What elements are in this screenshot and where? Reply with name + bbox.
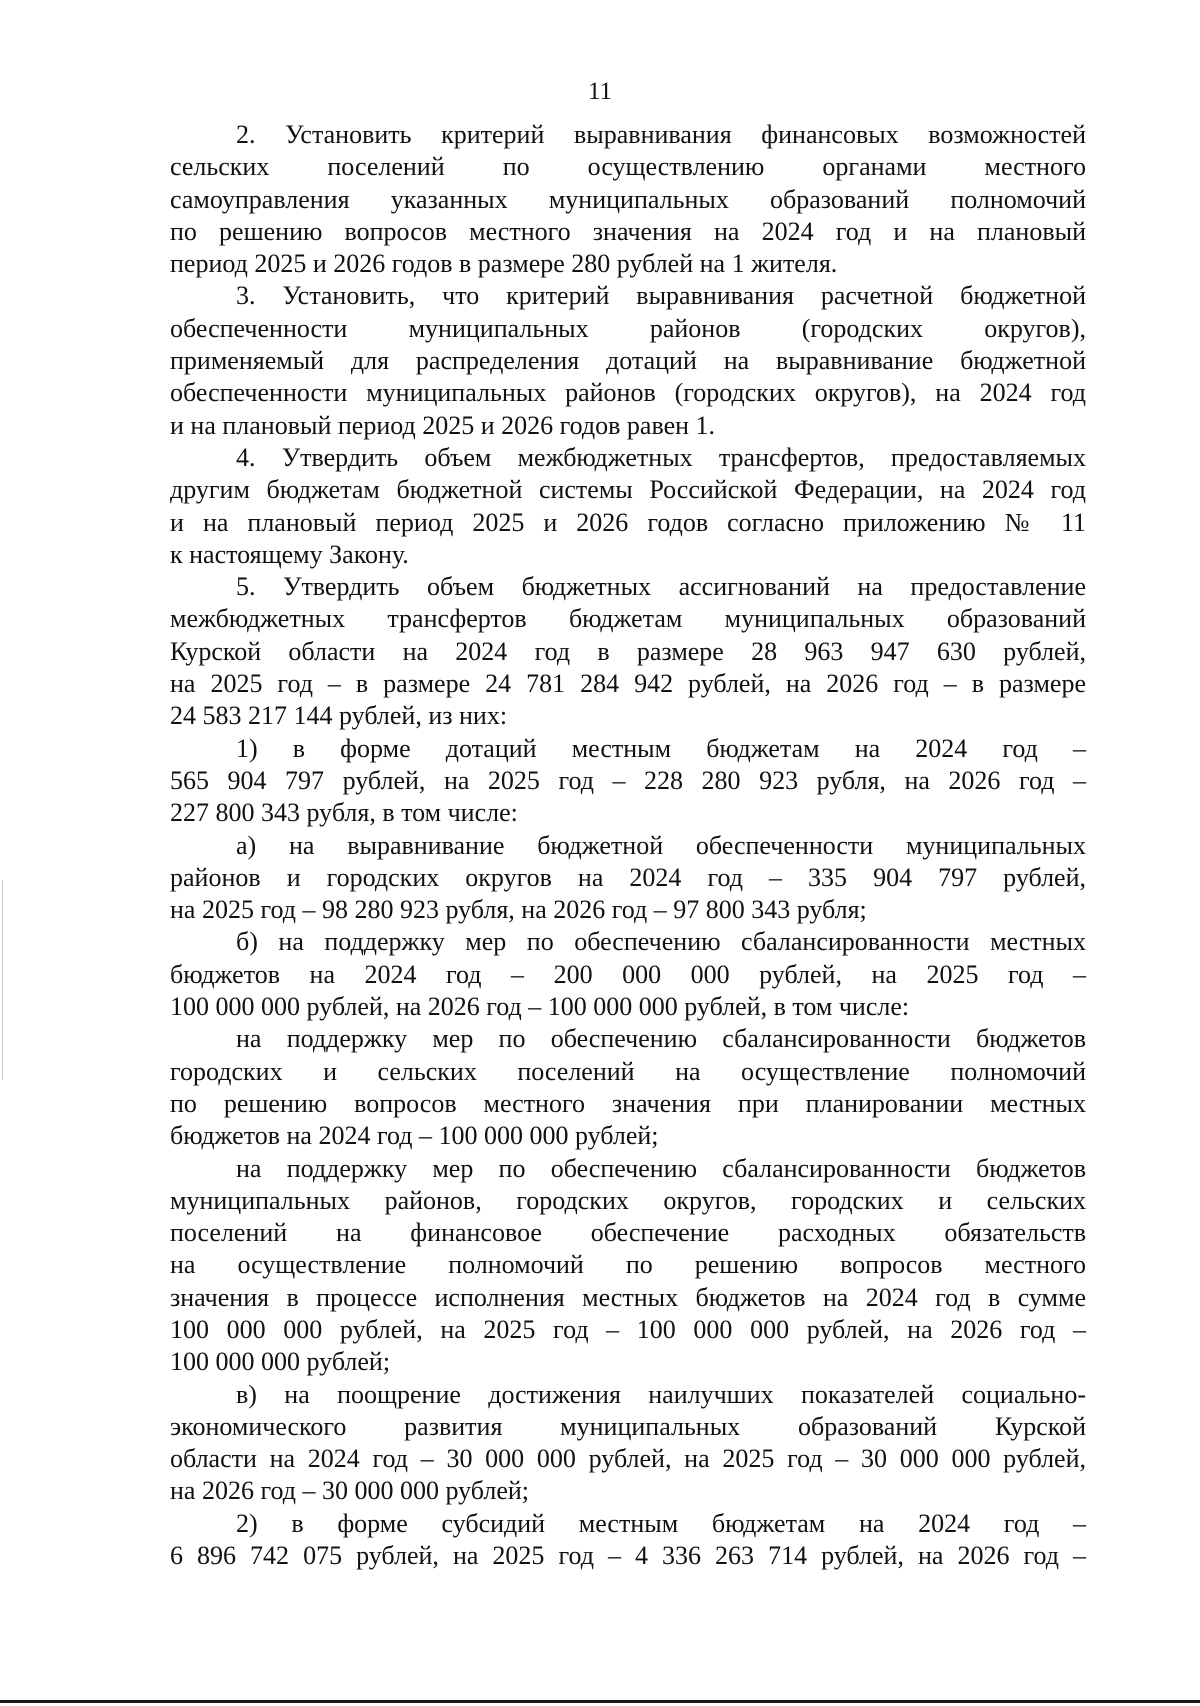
text-line: 1) в форме дотаций местным бюджетам на 2024 год –	[236, 733, 1086, 763]
document-body	[170, 119, 1086, 1572]
text-line: 4. Утвердить объем межбюджетных трансфертов, предоставляемых	[236, 442, 1086, 472]
text-line: районов и городских округов на 2024 год – 335 904 797 рублей,	[170, 862, 1086, 892]
text-line: в) на поощрение достижения наилучших показателей социально-	[236, 1379, 1086, 1409]
text-line: самоуправления указанных муниципальных образований полномочий	[170, 184, 1086, 214]
text-line: 100 000 000 рублей, на 2025 год – 100 000 000 рублей, на 2026 год –	[170, 1314, 1086, 1344]
text-line: 6 896 742 075 рублей, на 2025 год – 4 336 263 714 рублей, на 2026 год –	[170, 1541, 1086, 1571]
text-line: и на плановый период 2025 и 2026 годов согласно приложению № 11	[170, 507, 1086, 537]
text-line: обеспеченности муниципальных районов (городских округов), на 2024 год	[170, 378, 1086, 408]
scan-edge-line	[2, 880, 3, 1080]
text-line: 100 000 000 рублей;	[170, 1347, 391, 1377]
text-line: б) на поддержку мер по обеспечению сбалансированности местных	[236, 927, 1086, 957]
text-line: период 2025 и 2026 годов в размере 280 рублей на 1 жителя.	[170, 249, 838, 279]
text-line: по решению вопросов местного значения при планировании местных	[170, 1088, 1086, 1118]
page-number: 11	[587, 78, 613, 105]
text-line: на 2025 год – 98 280 923 рубля, на 2026 год – 97 800 343 рубля;	[170, 895, 867, 925]
text-line: бюджетов на 2024 год – 200 000 000 рублей, на 2025 год –	[170, 959, 1086, 989]
text-line: на 2026 год – 30 000 000 рублей;	[170, 1476, 529, 1506]
text-line: другим бюджетам бюджетной системы Российской Федерации, на 2024 год	[170, 475, 1086, 505]
text-line: а) на выравнивание бюджетной обеспеченности муниципальных	[236, 830, 1086, 860]
text-line: 565 904 797 рублей, на 2025 год – 228 280 923 рубля, на 2026 год –	[170, 765, 1086, 795]
text-line: на поддержку мер по обеспечению сбалансированности бюджетов	[236, 1153, 1086, 1183]
text-line: области на 2024 год – 30 000 000 рублей, на 2025 год – 30 000 000 рублей,	[170, 1444, 1086, 1474]
text-line: значения в процессе исполнения местных бюджетов на 2024 год в сумме	[170, 1282, 1086, 1312]
text-line: 100 000 000 рублей, на 2026 год – 100 000 000 рублей, в том числе:	[170, 992, 910, 1022]
text-line: Курской области на 2024 год в размере 28 963 947 630 рублей,	[170, 636, 1086, 666]
text-line: 2) в форме субсидий местным бюджетам на 2024 год –	[236, 1508, 1086, 1538]
text-line: сельских поселений по осуществлению органами местного	[170, 152, 1086, 182]
text-line: межбюджетных трансфертов бюджетам муниципальных образований	[170, 604, 1086, 634]
text-line: на осуществление полномочий по решению вопросов местного	[170, 1250, 1086, 1280]
text-line: обеспеченности муниципальных районов (городских округов),	[170, 313, 1086, 343]
text-line: применяемый для распределения дотаций на выравнивание бюджетной	[170, 346, 1086, 376]
text-line: муниципальных районов, городских округов, городских и сельских	[170, 1185, 1086, 1215]
text-line: к настоящему Закону.	[170, 539, 409, 569]
text-line: городских и сельских поселений на осуществление полномочий	[170, 1056, 1086, 1086]
text-line: 227 800 343 рубля, в том числе:	[170, 798, 518, 828]
text-line: поселений на финансовое обеспечение расходных обязательств	[170, 1218, 1086, 1248]
page-bottom-border	[0, 1700, 1200, 1703]
text-line: на 2025 год – в размере 24 781 284 942 рублей, на 2026 год – в размере	[170, 669, 1086, 699]
text-line: бюджетов на 2024 год – 100 000 000 рублей;	[170, 1121, 659, 1151]
text-line: экономического развития муниципальных образований Курской	[170, 1411, 1086, 1441]
text-line: по решению вопросов местного значения на 2024 год и на плановый	[170, 216, 1086, 246]
text-line: 2. Установить критерий выравнивания финансовых возможностей	[236, 120, 1086, 149]
text-line: на поддержку мер по обеспечению сбалансированности бюджетов	[236, 1024, 1086, 1054]
text-line: 24 583 217 144 рублей, из них:	[170, 701, 508, 731]
text-line: 5. Утвердить объем бюджетных ассигнований на предоставление	[236, 572, 1086, 602]
text-line: и на плановый период 2025 и 2026 годов равен 1.	[170, 410, 716, 440]
text-line: 3. Установить, что критерий выравнивания расчетной бюджетной	[236, 281, 1086, 311]
